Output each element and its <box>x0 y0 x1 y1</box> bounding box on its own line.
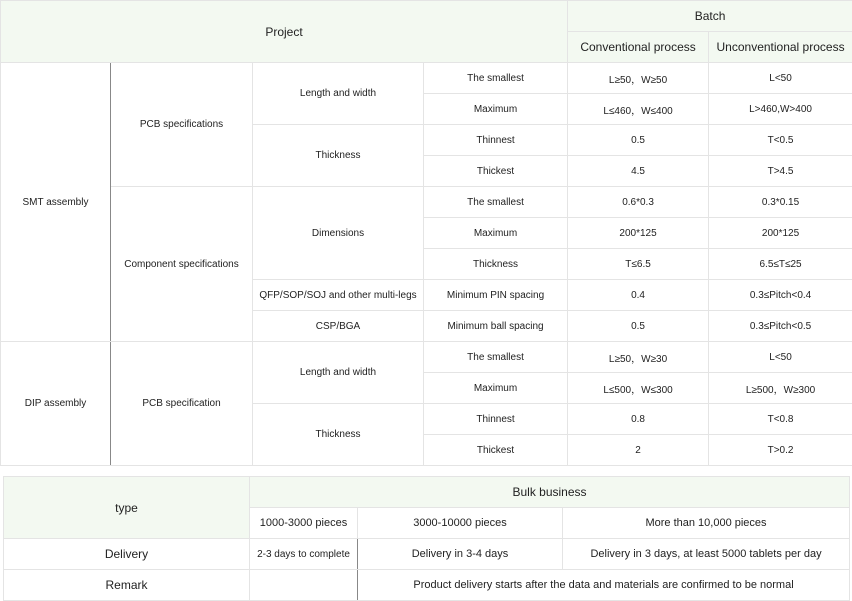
unconventional-cell: L>460,W>400 <box>709 94 852 125</box>
delivery-value-1: 2-3 days to complete <box>250 539 358 570</box>
conventional-cell: L≥50，W≥50 <box>568 63 709 94</box>
unconventional-cell: 0.3≤Pitch<0.4 <box>709 280 852 311</box>
dip-assembly-label: DIP assembly <box>1 342 111 466</box>
conventional-cell: L≤500，W≤300 <box>568 373 709 404</box>
delivery-value-3: Delivery in 3 days, at least 5000 tablets per day <box>563 539 850 570</box>
conventional-cell: 200*125 <box>568 218 709 249</box>
remark-value: Product delivery starts after the data and materials are confirmed to be normal <box>358 570 850 601</box>
conventional-cell: 0.5 <box>568 311 709 342</box>
unconventional-cell: T>0.2 <box>709 435 852 466</box>
item-cell: Minimum ball spacing <box>424 311 568 342</box>
quantity-column-2: 3000-10000 pieces <box>358 508 563 539</box>
unconventional-cell: 0.3≤Pitch<0.5 <box>709 311 852 342</box>
item-cell: Thickness <box>424 249 568 280</box>
qfp-label: QFP/SOP/SOJ and other multi-legs <box>253 280 424 311</box>
dip-length-width-label: Length and width <box>253 342 424 404</box>
unconventional-cell: 200*125 <box>709 218 852 249</box>
project-header: Project <box>1 1 568 63</box>
smt-pcb-label: PCB specifications <box>111 63 253 187</box>
unconventional-cell: L<50 <box>709 342 852 373</box>
conventional-cell: 2 <box>568 435 709 466</box>
unconventional-cell: T>4.5 <box>709 156 852 187</box>
unconventional-cell: 0.3*0.15 <box>709 187 852 218</box>
dip-thickness-label: Thickness <box>253 404 424 466</box>
quantity-column-1: 1000-3000 pieces <box>250 508 358 539</box>
item-cell: Thinnest <box>424 125 568 156</box>
smt-thickness-label: Thickness <box>253 125 424 187</box>
item-cell: Thickest <box>424 156 568 187</box>
unconventional-cell: L<50 <box>709 63 852 94</box>
unconventional-cell: T<0.8 <box>709 404 852 435</box>
unconventional-header: Unconventional process <box>709 32 852 63</box>
remark-label: Remark <box>4 570 250 601</box>
csp-bga-label: CSP/BGA <box>253 311 424 342</box>
conventional-cell: L≤460，W≤400 <box>568 94 709 125</box>
smt-assembly-label: SMT assembly <box>1 63 111 342</box>
batch-header: Batch <box>568 1 852 32</box>
item-cell: Maximum <box>424 373 568 404</box>
unconventional-cell: T<0.5 <box>709 125 852 156</box>
item-cell: Minimum PIN spacing <box>424 280 568 311</box>
conventional-cell: 4.5 <box>568 156 709 187</box>
quantity-column-3: More than 10,000 pieces <box>563 508 850 539</box>
item-cell: The smallest <box>424 63 568 94</box>
item-cell: The smallest <box>424 187 568 218</box>
delivery-value-2: Delivery in 3-4 days <box>358 539 563 570</box>
conventional-cell: 0.5 <box>568 125 709 156</box>
component-spec-label: Component specifications <box>111 187 253 342</box>
dip-pcb-label: PCB specification <box>111 342 253 466</box>
conventional-cell: T≤6.5 <box>568 249 709 280</box>
remark-empty-cell <box>250 570 358 601</box>
item-cell: The smallest <box>424 342 568 373</box>
conventional-cell: 0.4 <box>568 280 709 311</box>
unconventional-cell: 6.5≤T≤25 <box>709 249 852 280</box>
dimensions-label: Dimensions <box>253 187 424 280</box>
conventional-cell: L≥50，W≥30 <box>568 342 709 373</box>
item-cell: Maximum <box>424 218 568 249</box>
item-cell: Maximum <box>424 94 568 125</box>
bulk-business-header: Bulk business <box>250 477 850 508</box>
conventional-header: Conventional process <box>568 32 709 63</box>
type-header: type <box>4 477 250 539</box>
smt-length-width-label: Length and width <box>253 63 424 125</box>
delivery-label: Delivery <box>4 539 250 570</box>
conventional-cell: 0.6*0.3 <box>568 187 709 218</box>
unconventional-cell: L≥500，W≥300 <box>709 373 852 404</box>
item-cell: Thickest <box>424 435 568 466</box>
conventional-cell: 0.8 <box>568 404 709 435</box>
bulk-business-table <box>3 476 850 601</box>
item-cell: Thinnest <box>424 404 568 435</box>
